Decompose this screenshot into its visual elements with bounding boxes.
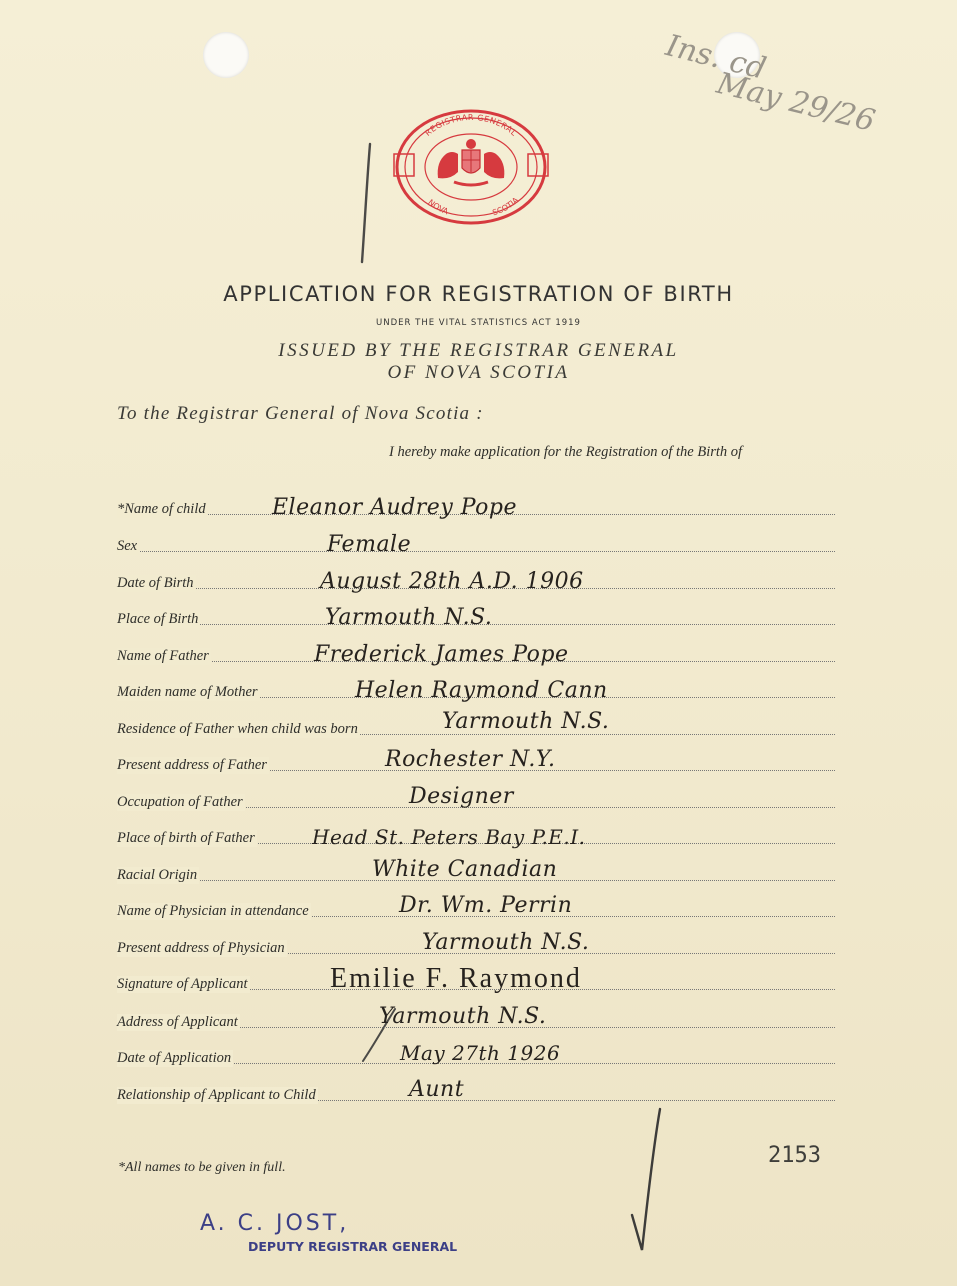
field-applicant-signature <box>117 963 835 995</box>
field-father-birthplace <box>117 823 835 849</box>
salutation: To the Registrar General of Nova Scotia : <box>117 403 484 424</box>
pencil-checkmark <box>628 1105 668 1255</box>
field-label: Maiden name of Mother <box>117 684 258 700</box>
pencil-annotation-1: Ins. cd <box>662 28 770 87</box>
registrar-general-seal <box>392 106 550 228</box>
seal-text-scotia: SCOTIA <box>491 195 521 218</box>
field-label: Occupation of Father <box>117 794 243 810</box>
intro-statement: I hereby make application for the Registration of the Birth of <box>389 444 743 460</box>
field-mother-maiden-name <box>117 677 835 703</box>
field-label: Date of Birth <box>117 575 194 591</box>
field-label: Place of Birth <box>117 611 199 627</box>
field-applicant-address <box>117 1004 835 1033</box>
field-label: Present address of Father <box>117 757 267 773</box>
stamp-name: A. C. JOST, <box>200 1211 350 1236</box>
field-label: Present address of Physician <box>117 940 285 956</box>
field-label: Sex <box>117 538 138 554</box>
form-subtitle: UNDER THE VITAL STATISTICS ACT 1919 <box>376 318 581 328</box>
field-sex <box>117 531 835 557</box>
field-label: Name of Physician in attendance <box>117 903 309 919</box>
field-value: Eleanor Audrey Pope <box>272 495 518 520</box>
field-date-of-birth <box>117 568 835 594</box>
field-value: Yarmouth N.S. <box>442 709 610 734</box>
field-value: Helen Raymond Cann <box>355 678 608 703</box>
field-father-occupation <box>117 784 835 813</box>
field-value: Dr. Wm. Perrin <box>399 893 573 918</box>
field-label: Address of Applicant <box>117 1014 238 1030</box>
field-value: Designer <box>409 784 514 809</box>
punch-hole-left <box>203 32 249 78</box>
field-value: Head St. Peters Bay P.E.I. <box>312 825 586 849</box>
issued-by-line-1: ISSUED BY THE REGISTRAR GENERAL <box>278 340 679 361</box>
field-physician-address <box>117 930 835 959</box>
field-value: Frederick James Pope <box>314 642 569 667</box>
field-value: Yarmouth N.S. <box>422 930 590 955</box>
field-value: Yarmouth N.S. <box>325 605 493 630</box>
footnote: *All names to be given in full. <box>118 1160 286 1175</box>
form-title: APPLICATION FOR REGISTRATION OF BIRTH <box>223 282 734 306</box>
field-label: Racial Origin <box>117 867 198 883</box>
field-label: *Name of child <box>117 501 206 517</box>
field-label: Residence of Father when child was born <box>117 721 358 737</box>
coat-of-arms-icon <box>438 139 505 185</box>
seal-text-top: REGISTRAR GENERAL <box>423 113 519 138</box>
issued-by-line-2: OF NOVA SCOTIA <box>387 362 570 383</box>
field-place-of-birth <box>117 604 835 630</box>
form-number: 2153 <box>768 1143 821 1168</box>
field-physician-name <box>117 893 835 922</box>
field-father-residence <box>117 709 835 740</box>
field-value: Female <box>327 532 412 557</box>
pencil-annotation-2: May 29/26 <box>713 65 879 140</box>
field-child-name <box>117 494 835 520</box>
stamp-title: DEPUTY REGISTRAR GENERAL <box>248 1239 458 1254</box>
field-relationship <box>117 1077 835 1106</box>
seal-text-nova: NOVA <box>426 197 450 217</box>
field-racial-origin <box>117 857 835 886</box>
field-value: Emilie F. Raymond <box>330 963 582 994</box>
leader-line <box>117 551 835 552</box>
field-value: Aunt <box>409 1077 465 1102</box>
svg-text:SCOTIA <box>491 195 520 217</box>
field-value: August 28th A.D. 1906 <box>320 569 584 594</box>
field-value: White Canadian <box>372 857 558 882</box>
field-label: Date of Application <box>117 1050 232 1066</box>
field-label: Relationship of Applicant to Child <box>117 1087 316 1103</box>
field-label: Signature of Applicant <box>117 976 248 992</box>
field-father-name <box>117 641 835 667</box>
field-value: May 27th 1926 <box>400 1041 561 1065</box>
field-value: Yarmouth N.S. <box>379 1004 547 1029</box>
pencil-mark-top <box>355 140 375 265</box>
field-value: Rochester N.Y. <box>385 747 556 772</box>
field-application-date <box>117 1043 835 1069</box>
field-label: Name of Father <box>117 648 209 664</box>
field-label: Place of birth of Father <box>117 830 255 846</box>
field-father-address <box>117 747 835 776</box>
